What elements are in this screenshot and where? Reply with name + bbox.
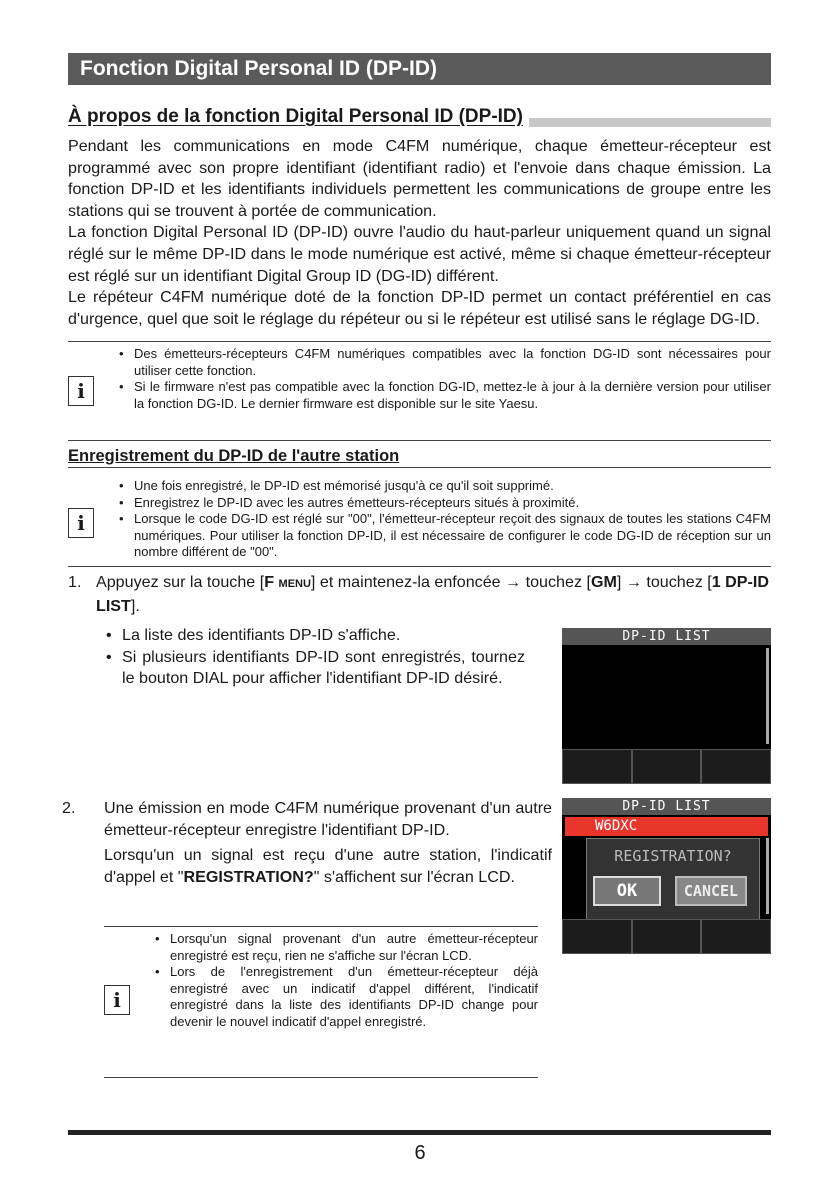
note-3-item-2: • Lors de l'enregistrement d'un émetteur-récepteur déjà enregistré avec un indicatif d'appel différent, l'indicatif enregistré dans la liste des identifiants DP-ID change pour devenir le nouvel indicatif d'appel enregistré. xyxy=(152,964,538,1030)
step-1-bullet-1: • La liste des identifiants DP-ID s'affiche. xyxy=(104,625,525,647)
intro-paragraph-1: Pendant les communications en mode C4FM numérique, chaque émetteur-récepteur est programmé avec son propre identifiant (identifiant radio) et l'envoie dans chaque émission. La fonction DP-ID et les identifiants individuels permettent les communications de groupe entre les stations qui se trouvent à portée de communication. xyxy=(68,137,771,220)
lcd-scrollbar xyxy=(766,648,769,744)
note-box-3 xyxy=(104,926,538,1078)
note-2-item-2: • Enregistrez le DP-ID avec les autres émetteurs-récepteurs situés à proximité. xyxy=(116,495,771,512)
lcd-scrollbar xyxy=(766,838,769,914)
step-2 xyxy=(62,798,552,888)
registration-prompt: REGISTRATION? xyxy=(614,847,732,865)
note-box-1 xyxy=(68,341,771,441)
lcd-screen-dp-id-list xyxy=(562,628,771,784)
cancel-button[interactable]: CANCEL xyxy=(675,876,747,906)
step-1-bullets xyxy=(104,625,525,690)
info-icon: i xyxy=(68,508,94,538)
note-box-2 xyxy=(68,476,771,567)
lcd-soft-key-1[interactable] xyxy=(562,919,632,954)
lcd-soft-key-3[interactable] xyxy=(701,919,771,954)
step-1-bullet-2: • Si plusieurs identifiants DP-ID sont enregistrés, tournez le bouton DIAL pour afficher l'identifiant DP-ID désiré. xyxy=(104,647,525,690)
footer-rule xyxy=(68,1130,771,1135)
page-header-title: Fonction Digital Personal ID (DP-ID) xyxy=(80,57,438,80)
intro-paragraph-2: La fonction Digital Personal ID (DP-ID) ouvre l'audio du haut-parleur uniquement quand un signal réglé sur le même DP-ID dans le mode numérique est activé, même si chaque émetteur-récepteur est réglé sur un identifiant Digital Group ID (DG-ID) différent. xyxy=(68,223,771,285)
lcd-callsign: W6DXC xyxy=(595,818,638,834)
step-2-text: Une émission en mode C4FM numérique provenant d'un autre émetteur-récepteur enregistre l'identifiant DP-ID. xyxy=(104,799,552,839)
note-1-item-1: • Des émetteurs-récepteurs C4FM numériques compatibles avec la fonction DG-ID sont nécessaires pour utiliser cette fonction. xyxy=(116,346,771,379)
note-2-item-1: • Une fois enregistré, le DP-ID est mémorisé jusqu'à ce qu'il soit supprimé. xyxy=(116,478,771,495)
subsection-heading xyxy=(68,447,771,468)
info-icon: i xyxy=(68,376,94,406)
step-1-number: 1. xyxy=(68,573,82,591)
page-header xyxy=(68,53,771,85)
lcd-soft-key-2[interactable] xyxy=(632,749,701,784)
step-2-detail: Lorsqu'un un signal est reçu d'une autre station, l'indicatif d'appel et "REGISTRATION?" s'affichent sur l'écran LCD. xyxy=(104,846,552,886)
lcd-callsign-row xyxy=(565,817,768,836)
ok-button[interactable]: OK xyxy=(593,876,661,906)
lcd-screen-registration xyxy=(562,798,771,954)
step-2-number: 2. xyxy=(62,799,76,817)
registration-dialog xyxy=(586,838,760,920)
section-heading xyxy=(68,106,771,130)
note-3-item-1: • Lorsqu'un signal provenant d'un autre émetteur-récepteur enregistré est reçu, rien ne s'affiche sur l'écran LCD. xyxy=(152,931,538,964)
note-2-item-3: • Lorsque le code DG-ID est réglé sur "00", l'émetteur-récepteur reçoit des signaux de toutes les stations C4FM numériques. Pour utiliser la fonction DP-ID, il est nécessaire de configurer le code DG-ID de réception sur un nombre différent de "00". xyxy=(116,511,771,561)
intro-text xyxy=(68,136,771,330)
lcd-soft-key-1[interactable] xyxy=(562,749,632,784)
lcd-title: DP-ID LIST xyxy=(562,798,771,815)
section-heading-title: À propos de la fonction Digital Personal ID (DP-ID) xyxy=(68,106,529,128)
step-1-instruction: Appuyez sur la touche [F MENU] et maintenez-la enfoncée → touchez [GM] → touchez [1 DP-ID LIST]. xyxy=(96,573,769,615)
intro-paragraph-3: Le répéteur C4FM numérique doté de la fonction DP-ID permet un contact préférentiel en cas d'urgence, quel que soit le réglage du répéteur ou si le répéteur est utilisé sans le réglage DG-ID. xyxy=(68,288,771,328)
lcd-soft-key-2[interactable] xyxy=(632,919,701,954)
lcd-title: DP-ID LIST xyxy=(562,628,771,645)
note-1-item-2: • Si le firmware n'est pas compatible avec la fonction DG-ID, mettez-le à jour à la dernière version pour utiliser la fonction DG-ID. Le dernier firmware est disponible sur le site Yaesu. xyxy=(116,379,771,412)
page-number: 6 xyxy=(414,1142,426,1164)
subsection-title: Enregistrement du DP-ID de l'autre station xyxy=(68,447,400,465)
info-icon: i xyxy=(104,985,130,1015)
lcd-soft-key-3[interactable] xyxy=(701,749,771,784)
step-1 xyxy=(68,572,771,617)
